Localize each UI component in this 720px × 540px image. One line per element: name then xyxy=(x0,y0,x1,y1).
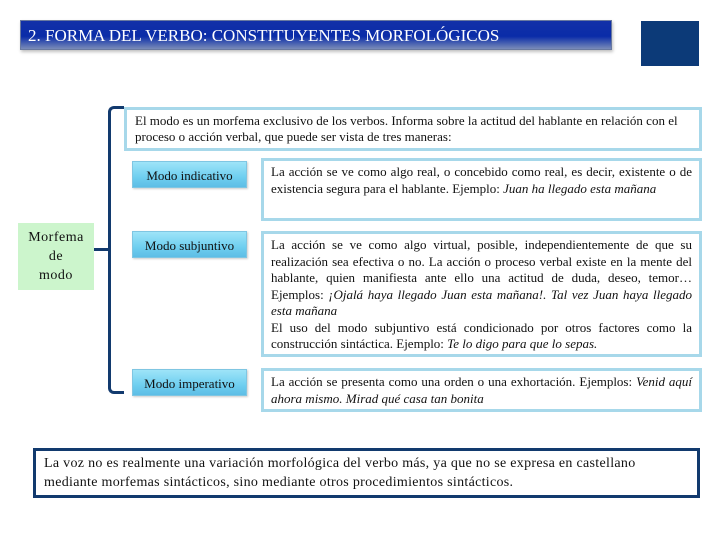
root-line: de xyxy=(48,249,64,264)
slide-title xyxy=(20,20,612,50)
mode-indicativo xyxy=(132,161,247,188)
desc-imperativo xyxy=(261,368,702,412)
mode-label: Modo subjuntivo xyxy=(144,238,235,253)
desc-text: La acción se ve como algo virtual, posible, independientemente de que su realización sea efectiva o no. La acción o proceso verbal existe en la mente del hablante, quien manifiesta ante ello una actitud de duda, deseo, temor… xyxy=(271,237,692,285)
mode-imperativo xyxy=(132,369,247,396)
intro-text: El modo es un morfema exclusivo de los verbos. Informa sobre la actitud del hablante en relación con el proceso o acción verbal, que puede ser vista de tres maneras: xyxy=(135,113,678,144)
bracket-connector xyxy=(108,106,124,394)
note-text: El uso del modo subjuntivo está condicionado por otros factores como la construcción sintáctica. Ejemplo: xyxy=(271,319,692,351)
desc-examples: ¡Ojalá haya llegado Juan esta mañana!. Tal vez Juan haya llegado esta mañana xyxy=(271,286,692,318)
footer-text: La voz no es realmente una variación morfológica del verbo más, ya que no se expresa en castellano mediante morfemas sintácticos, sino mediante otros procedimientos sintácticos. xyxy=(44,456,636,490)
mode-subjuntivo xyxy=(132,231,247,258)
slide-title-text: 2. FORMA DEL VERBO: CONSTITUYENTES MORFOLÓGICOS xyxy=(28,26,500,45)
desc-text: La acción se presenta como una orden o una exhortación. Ejemplos: xyxy=(271,374,637,389)
mode-label: Modo indicativo xyxy=(146,168,233,183)
desc-indicativo xyxy=(261,158,702,221)
examples-prefix: Ejemplos: xyxy=(271,286,329,302)
root-line: Morfema xyxy=(28,230,84,245)
intro-box xyxy=(124,107,702,151)
note-example: Te lo digo para que lo sepas. xyxy=(447,336,598,351)
connector-stub xyxy=(94,248,110,251)
decorative-square xyxy=(641,21,699,66)
desc-subjuntivo xyxy=(261,231,702,357)
root-line: modo xyxy=(39,268,73,283)
footer-note xyxy=(33,448,700,498)
desc-example: Venid aquí ahora mismo. Mirad qué casa tan bonita xyxy=(271,374,693,406)
mode-label: Modo imperativo xyxy=(144,376,235,391)
desc-text: La acción se ve como algo real, o concebido como real, es decir, existente o de existencia segura para el hablante. Ejemplo: xyxy=(271,164,692,196)
root-node-morfema-de-modo xyxy=(18,223,94,290)
desc-example: Juan ha llegado esta mañana xyxy=(503,180,657,196)
